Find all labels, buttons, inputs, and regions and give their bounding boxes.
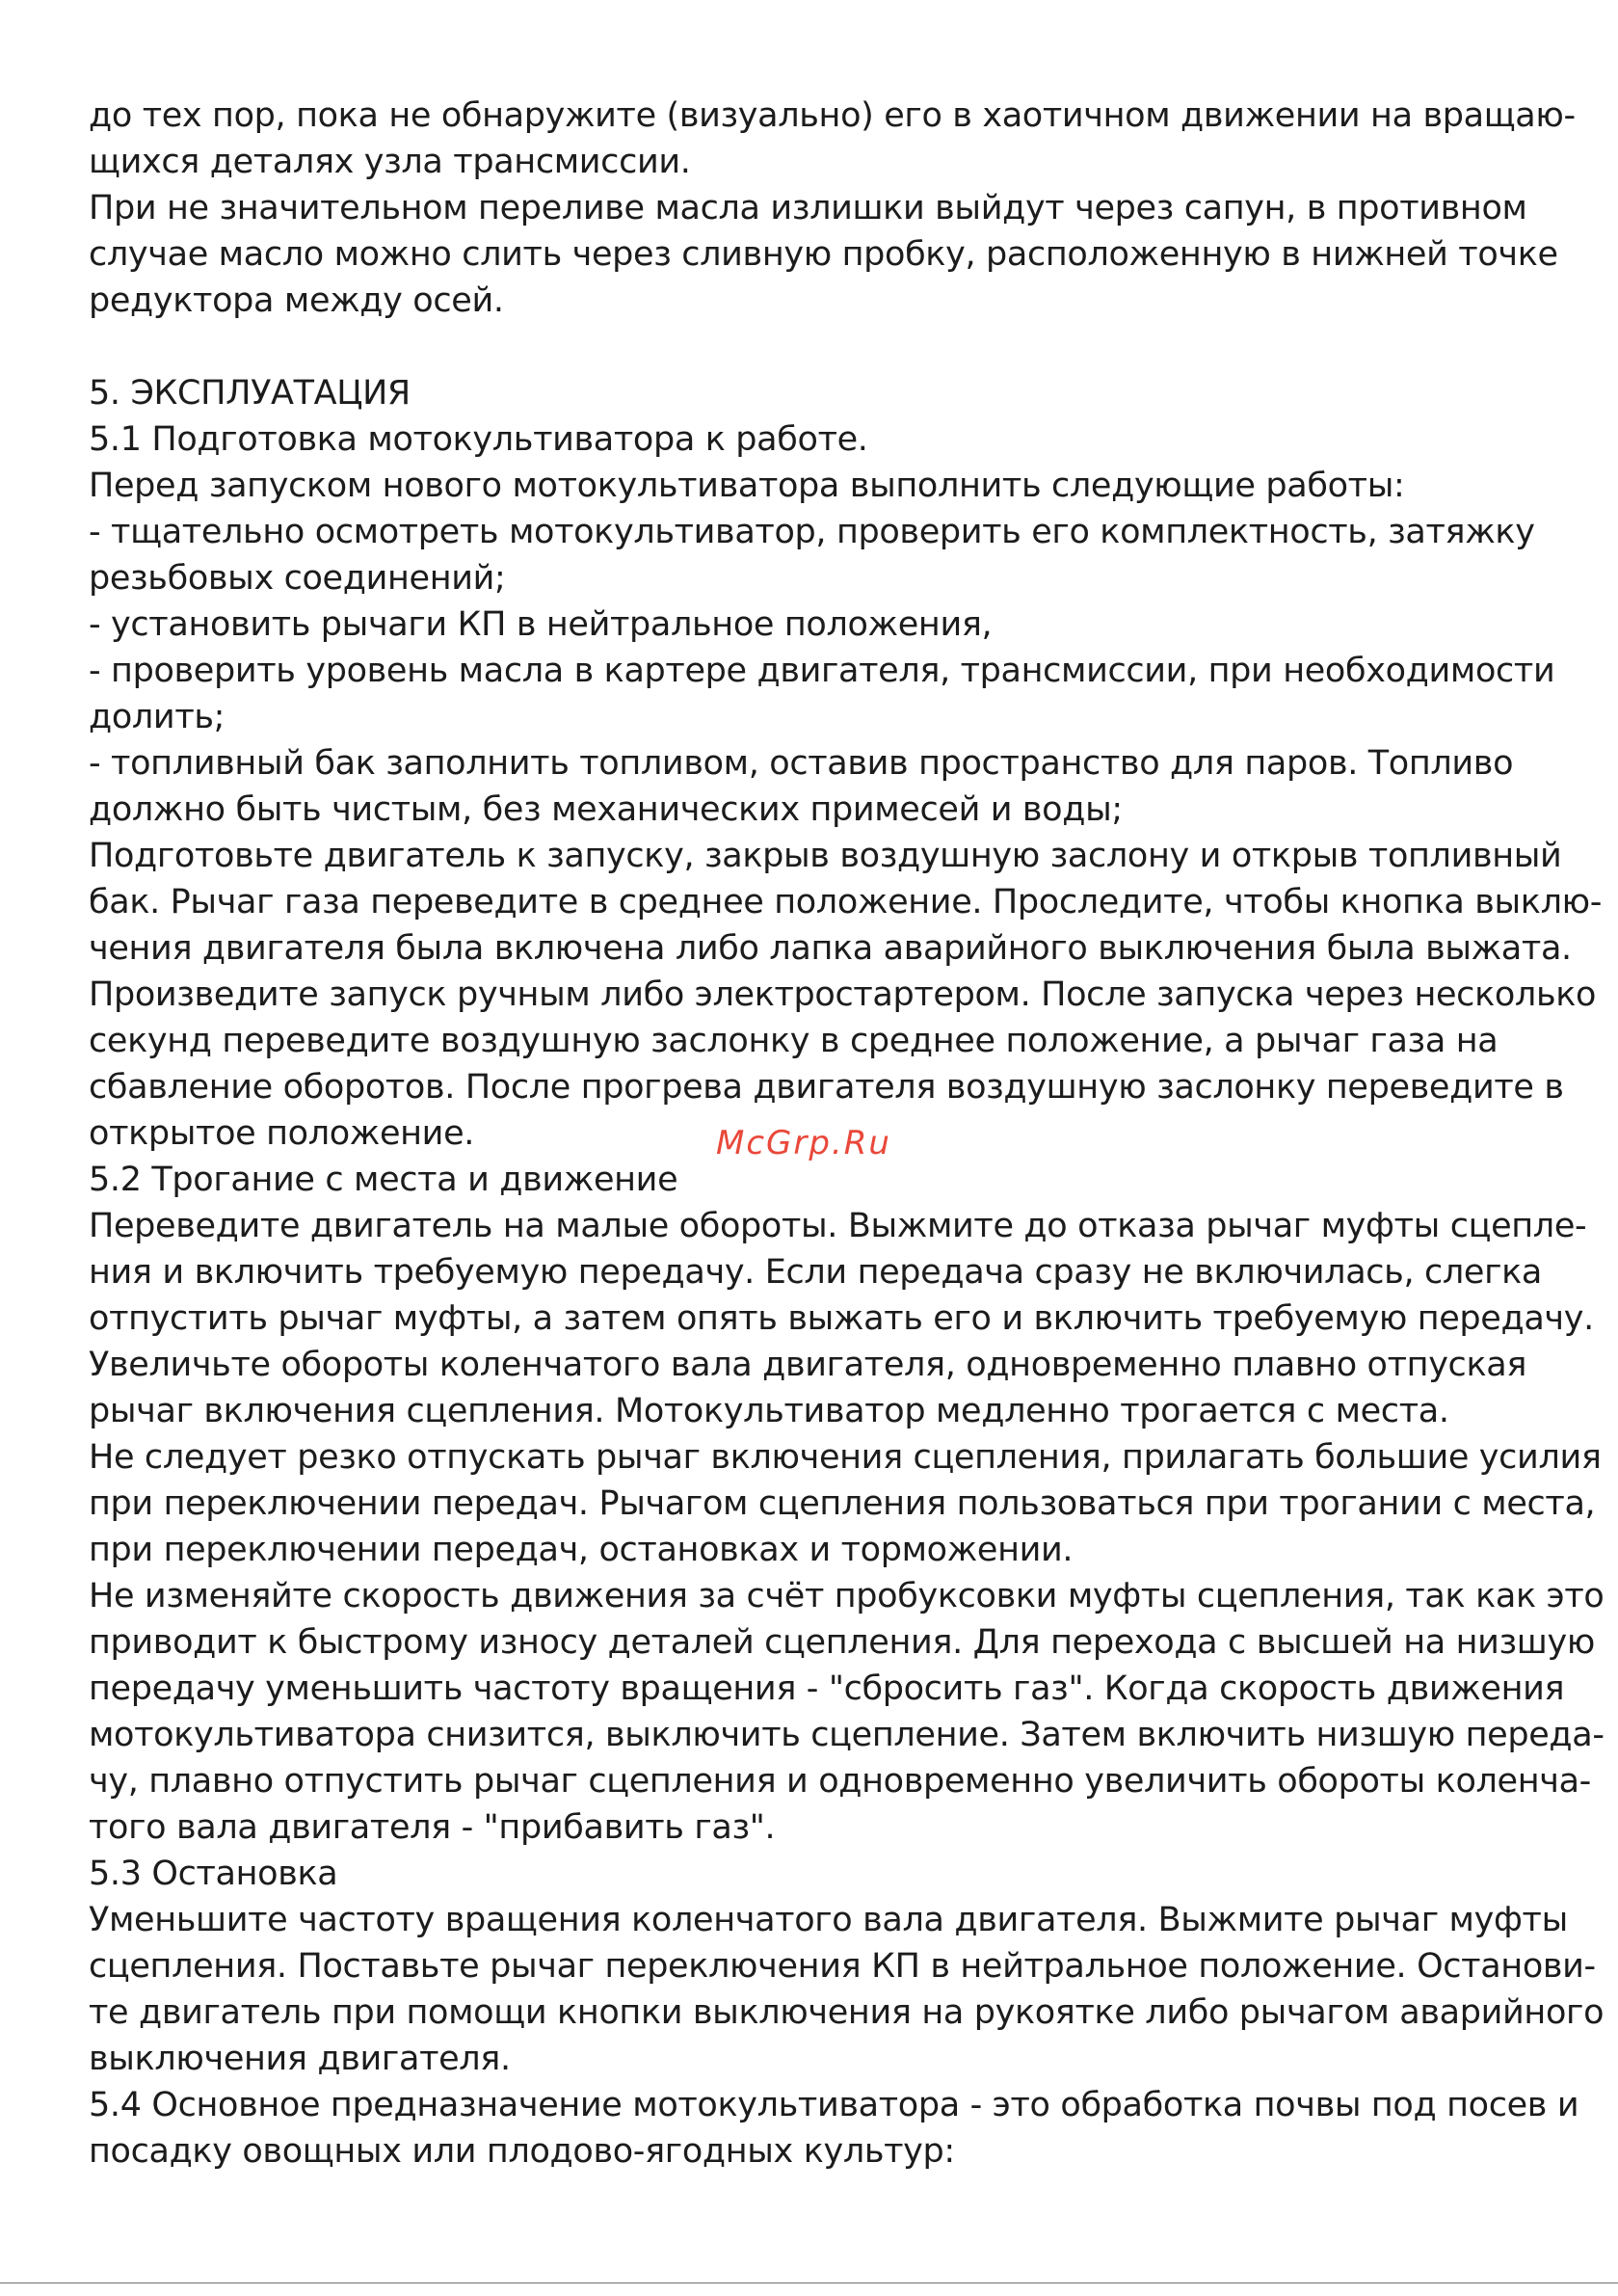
- subsection-heading: 5.2 Трогание с места и движение: [89, 1161, 678, 1199]
- text-line: чения двигателя была включена либо лапка аварийного выключения была выжата.: [89, 929, 1572, 968]
- paragraph-clutch-warning: [89, 1434, 1602, 1573]
- text-line: щихся деталях узла трансмиссии.: [89, 143, 691, 181]
- text-line: рычаг включения сцепления. Мотокультиватор медленно трогается с места.: [89, 1392, 1449, 1430]
- text-line: сбавление оборотов. После прогрева двигателя воздушную заслонку переведите в: [89, 1068, 1564, 1107]
- text-line: Уменьшите частоту вращения коленчатого вала двигателя. Выжмите рычаг муфты: [89, 1901, 1568, 1939]
- text-line: случае масло можно слить через сливную пробку, расположенную в нижней точке: [89, 235, 1558, 274]
- text-line: открытое положение.: [89, 1114, 475, 1153]
- text-line: редуктора между осей.: [89, 281, 504, 320]
- text-line: резьбовых соединений;: [89, 559, 506, 598]
- text-line: чу, плавно отпустить рычаг сцепления и одновременно увеличить обороты коленча-: [89, 1762, 1591, 1801]
- text-line: те двигатель при помощи кнопки выключения на рукоятке либо рычагом аварийного: [89, 1993, 1605, 2032]
- text-line: должно быть чистым, без механических примесей и воды;: [89, 790, 1123, 829]
- text-line: посадку овощных или плодово-ягодных культур:: [89, 2132, 955, 2171]
- text-line: до тех пор, пока не обнаружите (визуально) его в хаотичном движении на вращаю-: [89, 96, 1576, 135]
- text-line: 5.4 Основное предназначение мотокультиватора - это обработка почвы под посев и: [89, 2086, 1579, 2124]
- list-item: [89, 509, 1534, 601]
- paragraph-oil-overflow: [89, 185, 1558, 324]
- list-item: [89, 601, 1534, 648]
- list-item: [89, 648, 1555, 740]
- paragraph-continuation: [89, 93, 1576, 185]
- text-line: - топливный бак заполнить топливом, оставив пространство для паров. Топливо: [89, 744, 1514, 783]
- text-line: Не изменяйте скорость движения за счёт пробуксовки муфты сцепления, так как это: [89, 1577, 1605, 1615]
- text-line: выключения двигателя.: [89, 2040, 511, 2078]
- text-line: - тщательно осмотреть мотокультиватор, проверить его комплектность, затяжку: [89, 513, 1535, 551]
- text-line: ния и включить требуемую передачу. Если передача сразу не включилась, слегка: [89, 1253, 1543, 1292]
- paragraph-gear-shifting: [89, 1573, 1605, 1851]
- paragraph-main-purpose: [89, 2082, 1579, 2175]
- text-line: бак. Рычаг газа переведите в среднее положение. Проследите, чтобы кнопка выклю-: [89, 883, 1603, 921]
- text-line: отпустить рычаг муфты, а затем опять выжать его и включить требуемую передачу.: [89, 1299, 1594, 1338]
- text-line: При не значительном переливе масла излишки выйдут через сапун, в противном: [89, 189, 1527, 227]
- text-line: Увеличьте обороты коленчатого вала двигателя, одновременно плавно отпуская: [89, 1346, 1527, 1384]
- section-gap: [89, 324, 1534, 370]
- text-line: при переключении передач, остановках и торможении.: [89, 1531, 1074, 1569]
- text-line: долить;: [89, 698, 225, 736]
- text-line: Перед запуском нового мотокультиватора выполнить следующие работы:: [89, 467, 1405, 505]
- paragraph-engine-start: [89, 833, 1603, 1157]
- text-line: Переведите двигатель на малые обороты. Выжмите до отказа рычаг муфты сцепле-: [89, 1207, 1587, 1245]
- paragraph-stopping: [89, 1897, 1605, 2082]
- text-line: - проверить уровень масла в картере двигателя, трансмиссии, при необходимости: [89, 652, 1555, 690]
- text-line: - установить рычаги КП в нейтральное положения,: [89, 605, 993, 644]
- text-line: мотокультиватора снизится, выключить сцепление. Затем включить низшую переда-: [89, 1716, 1605, 1754]
- subsection-heading: 5.3 Остановка: [89, 1855, 338, 1893]
- text-line: передачу уменьшить частоту вращения - "сбросить газ". Когда скорость движения: [89, 1669, 1565, 1708]
- subsection-heading: 5.1 Подготовка мотокультиватора к работе.: [89, 420, 868, 459]
- paragraph-starting-movement: [89, 1203, 1594, 1434]
- text-line: Подготовьте двигатель к запуску, закрыв воздушную заслону и открыв топливный: [89, 837, 1562, 875]
- watermark-text: McGrp.Ru: [716, 1124, 891, 1162]
- text-line: того вала двигателя - "прибавить газ".: [89, 1808, 776, 1847]
- text-line: приводит к быстрому износу деталей сцепления. Для перехода с высшей на низшую: [89, 1623, 1595, 1662]
- text-line: Не следует резко отпускать рычаг включения сцепления, прилагать большие усилия: [89, 1438, 1602, 1477]
- text-line: при переключении передач. Рычагом сцепления пользоваться при трогании с места,: [89, 1484, 1596, 1523]
- text-line: Произведите запуск ручным либо электростартером. После запуска через несколько: [89, 975, 1597, 1014]
- list-item: [89, 740, 1534, 833]
- text-line: сцепления. Поставьте рычаг переключения КП в нейтральное положение. Останови-: [89, 1947, 1596, 1986]
- text-line: секунд переведите воздушную заслонку в среднее положение, а рычаг газа на: [89, 1022, 1499, 1060]
- section-heading: 5. ЭКСПЛУАТАЦИЯ: [89, 374, 411, 413]
